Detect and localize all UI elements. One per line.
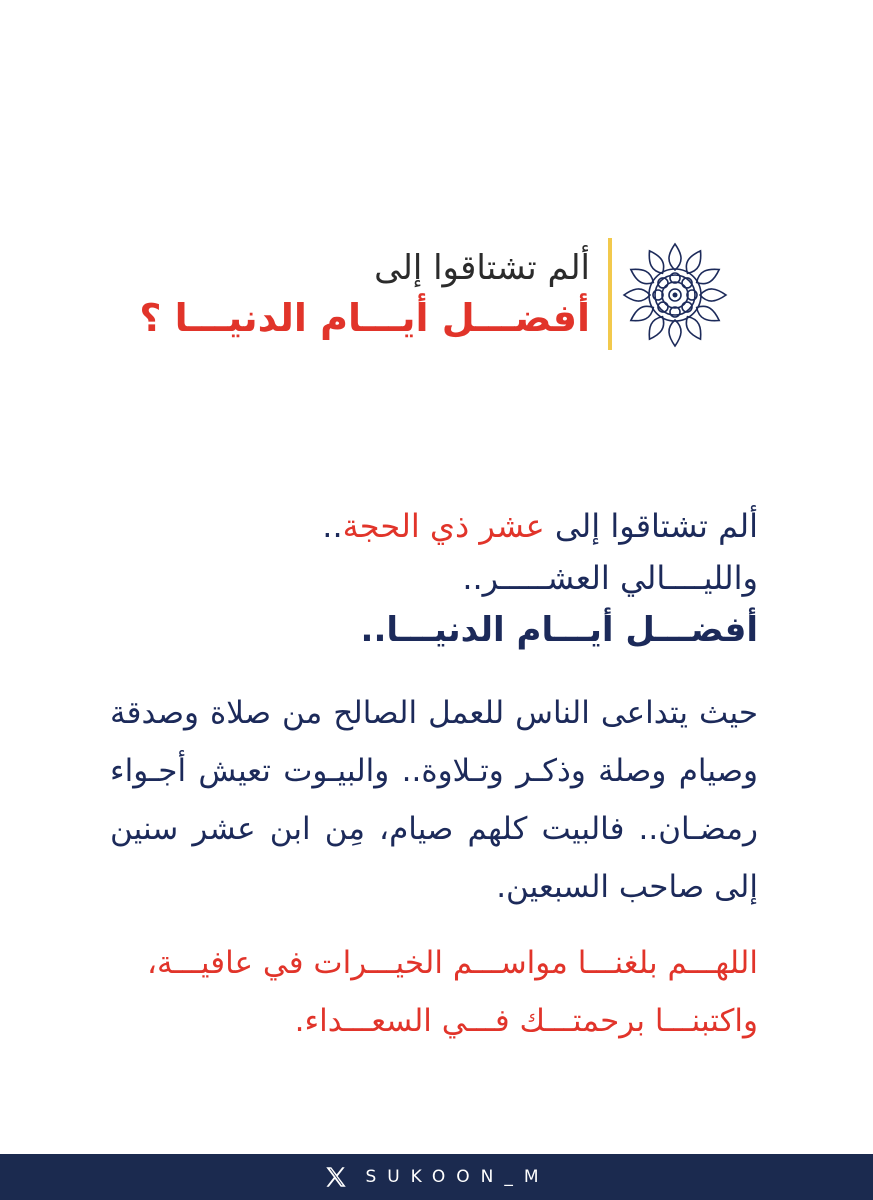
header-divider: [608, 238, 612, 350]
intro-prefix: ألم تشتاقوا إلى: [544, 507, 758, 545]
header-title-line2: أفضـــل أيـــام الدنيـــا ؟: [139, 296, 590, 340]
intro-line: [110, 500, 758, 552]
prayer-line1: اللهـــم بلغنـــا مواســـم الخيـــرات في عافيـــة،: [147, 945, 758, 981]
best-days-line: أفضـــل أيـــام الدنيـــا..: [360, 610, 758, 650]
prayer-text: [110, 934, 758, 1050]
x-logo-icon: [323, 1164, 349, 1190]
body-text-block: [110, 500, 758, 1050]
intro-accent: عشر ذي الحجة: [342, 507, 545, 545]
mandala-icon: [620, 240, 730, 350]
header-block: [139, 238, 730, 353]
prayer-line2: واكتبنـــا برحمتـــك فـــي السعـــداء.: [294, 1003, 758, 1039]
footer-bar: [0, 1154, 873, 1200]
footer-handle[interactable]: SUKOON_M: [365, 1167, 550, 1187]
header-title-line1: ألم تشتاقوا إلى: [374, 248, 590, 288]
nights-line: والليــــالي العشـــــر..: [462, 559, 758, 597]
intro-suffix: ..: [322, 507, 343, 545]
body-paragraph: حيث يتداعى الناس للعمل الصالح من صلاة وصدقة وصيام وصلة وذكـر وتـلاوة.. والبيـوت تعيش أجـواء رمضـان.. فالبيت كلهم صيام، مِن ابن عشر سنين إلى صاحب السبعين.: [110, 695, 758, 905]
